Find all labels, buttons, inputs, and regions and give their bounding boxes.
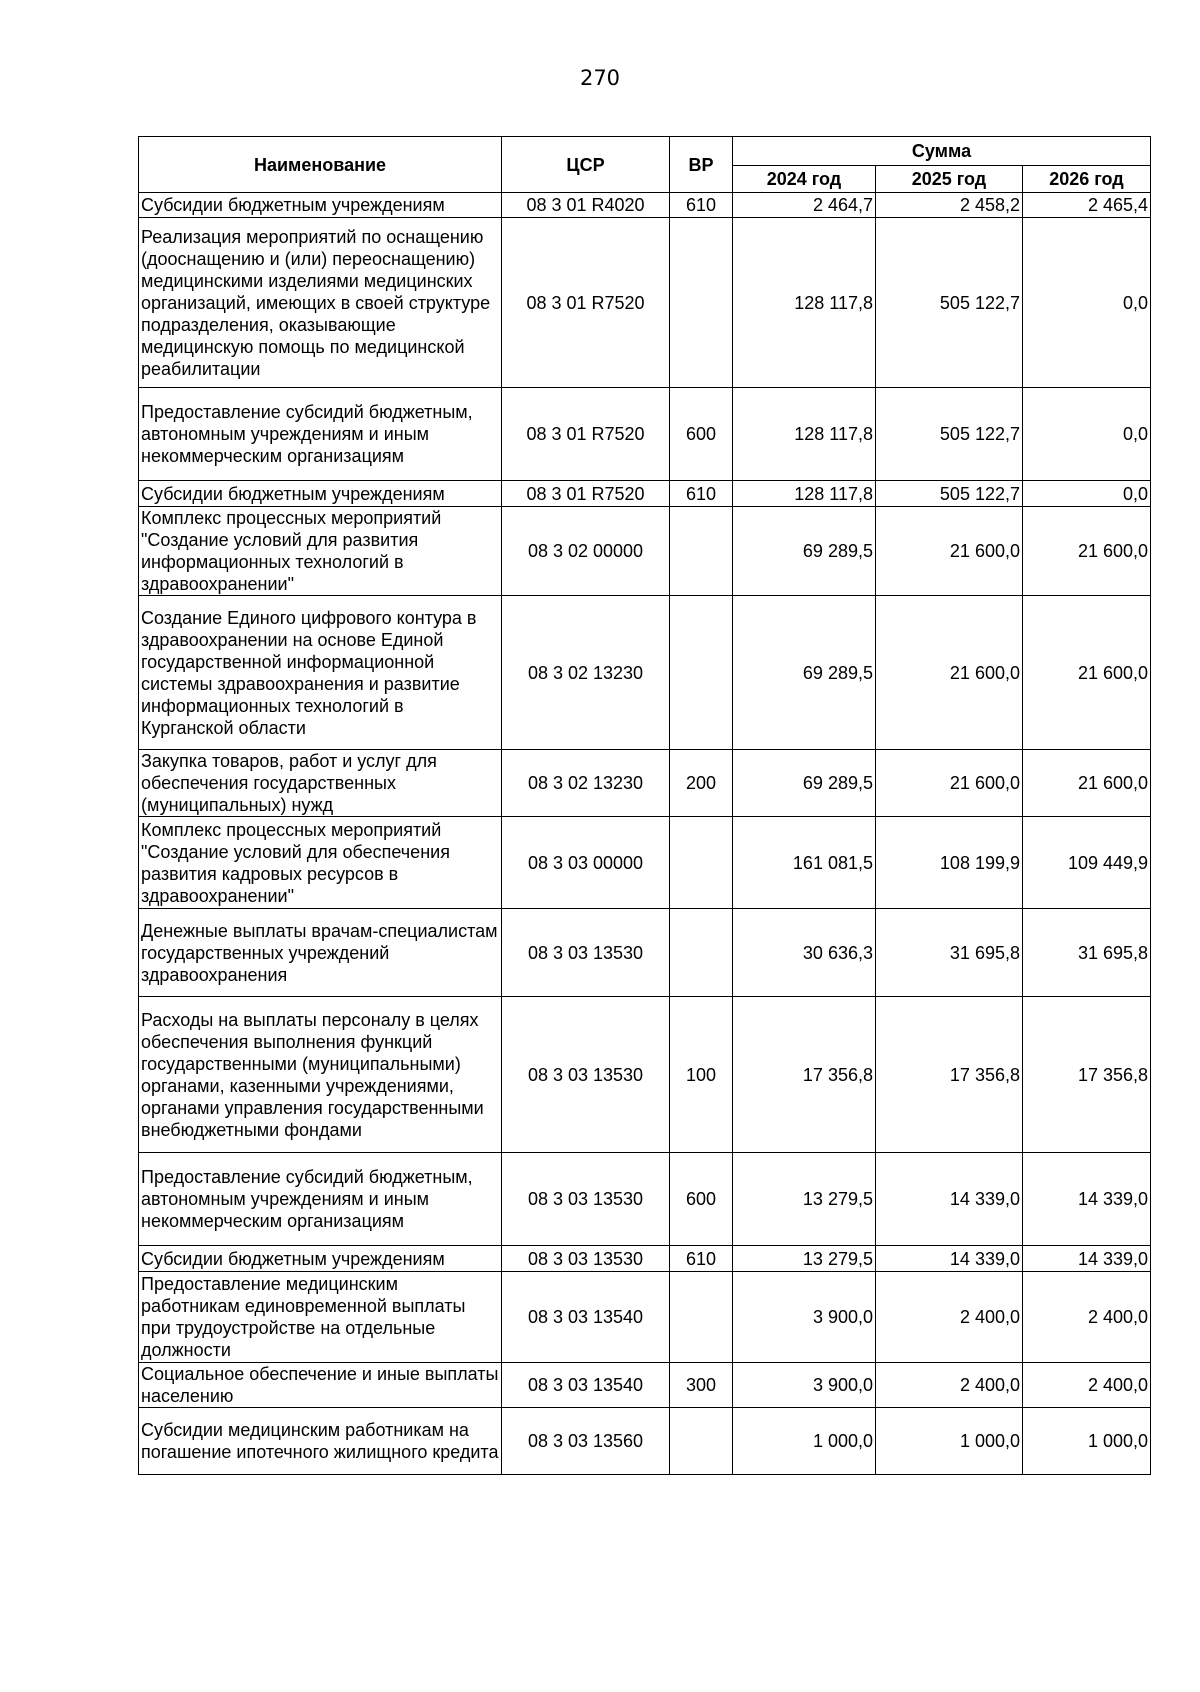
- cell-csr: 08 3 02 00000: [502, 507, 670, 596]
- table-row: [139, 193, 1151, 218]
- cell-csr: 08 3 02 13230: [502, 596, 670, 750]
- cell-name: Создание Единого цифрового контура в здравоохранении на основе Единой государственной информационной системы здравоохранения и развитие информационных технологий в Курганской области: [139, 596, 502, 750]
- cell-name: Расходы на выплаты персоналу в целях обеспечения выполнения функций государственными (муниципальными) органами, казенными учреждениями, органами управления государственными внебюджетными фондами: [139, 997, 502, 1153]
- cell-vr: [670, 909, 733, 997]
- cell-vr: 610: [670, 1246, 733, 1272]
- cell-csr: 08 3 01 R7520: [502, 388, 670, 481]
- table-row: [139, 1363, 1151, 1408]
- cell-csr: 08 3 03 00000: [502, 817, 670, 909]
- cell-year-2024: 161 081,5: [733, 817, 876, 909]
- cell-vr: [670, 817, 733, 909]
- cell-vr: [670, 596, 733, 750]
- cell-name: Реализация мероприятий по оснащению (дооснащению и (или) переоснащению) медицинскими изделиями медицинских организаций, имеющих в своей структуре подразделения, оказывающие медицинскую помощь по медицинской реабилитации: [139, 218, 502, 388]
- cell-year-2024: 69 289,5: [733, 750, 876, 817]
- cell-year-2025: 21 600,0: [876, 750, 1023, 817]
- table-row: [139, 750, 1151, 817]
- table-header-row: [139, 137, 1151, 166]
- header-vr: ВР: [670, 137, 733, 193]
- cell-year-2024: 128 117,8: [733, 481, 876, 507]
- cell-csr: 08 3 01 R7520: [502, 481, 670, 507]
- cell-csr: 08 3 03 13540: [502, 1272, 670, 1363]
- cell-name: Комплекс процессных мероприятий "Создание условий для обеспечения развития кадровых ресурсов в здравоохранении": [139, 817, 502, 909]
- cell-name: Денежные выплаты врачам-специалистам государственных учреждений здравоохранения: [139, 909, 502, 997]
- page-number: 270: [579, 66, 621, 90]
- header-sum: Сумма: [733, 137, 1151, 166]
- cell-vr: 300: [670, 1363, 733, 1408]
- cell-year-2025: 14 339,0: [876, 1153, 1023, 1246]
- cell-year-2025: 21 600,0: [876, 596, 1023, 750]
- cell-csr: 08 3 02 13230: [502, 750, 670, 817]
- cell-name: Социальное обеспечение и иные выплаты населению: [139, 1363, 502, 1408]
- table-row: [139, 388, 1151, 481]
- cell-year-2024: 69 289,5: [733, 596, 876, 750]
- cell-name: Субсидии медицинским работникам на погашение ипотечного жилищного кредита: [139, 1408, 502, 1475]
- header-year-2024: 2024 год: [733, 166, 876, 193]
- cell-vr: 610: [670, 193, 733, 218]
- cell-year-2025: 505 122,7: [876, 218, 1023, 388]
- cell-year-2025: 17 356,8: [876, 997, 1023, 1153]
- cell-year-2026: 21 600,0: [1023, 507, 1151, 596]
- cell-year-2026: 0,0: [1023, 388, 1151, 481]
- cell-name: Закупка товаров, работ и услуг для обеспечения государственных (муниципальных) нужд: [139, 750, 502, 817]
- cell-year-2024: 30 636,3: [733, 909, 876, 997]
- cell-year-2026: 109 449,9: [1023, 817, 1151, 909]
- cell-name: Субсидии бюджетным учреждениям: [139, 481, 502, 507]
- cell-year-2025: 1 000,0: [876, 1408, 1023, 1475]
- cell-year-2024: 13 279,5: [733, 1153, 876, 1246]
- cell-year-2024: 1 000,0: [733, 1408, 876, 1475]
- budget-table: [138, 136, 1151, 1475]
- cell-year-2024: 3 900,0: [733, 1272, 876, 1363]
- cell-name: Предоставление медицинским работникам единовременной выплаты при трудоустройстве на отдельные должности: [139, 1272, 502, 1363]
- cell-year-2025: 2 400,0: [876, 1272, 1023, 1363]
- cell-year-2025: 505 122,7: [876, 481, 1023, 507]
- cell-year-2026: 21 600,0: [1023, 750, 1151, 817]
- cell-year-2025: 31 695,8: [876, 909, 1023, 997]
- cell-year-2025: 14 339,0: [876, 1246, 1023, 1272]
- table-row: [139, 1272, 1151, 1363]
- cell-vr: [670, 1272, 733, 1363]
- cell-year-2024: 3 900,0: [733, 1363, 876, 1408]
- cell-vr: 610: [670, 481, 733, 507]
- table-row: [139, 1408, 1151, 1475]
- cell-vr: 600: [670, 388, 733, 481]
- cell-year-2026: 2 465,4: [1023, 193, 1151, 218]
- cell-vr: [670, 218, 733, 388]
- table-row: [139, 481, 1151, 507]
- cell-csr: 08 3 03 13530: [502, 997, 670, 1153]
- cell-year-2026: 2 400,0: [1023, 1363, 1151, 1408]
- cell-vr: 100: [670, 997, 733, 1153]
- cell-year-2026: 2 400,0: [1023, 1272, 1151, 1363]
- cell-name: Предоставление субсидий бюджетным, автономным учреждениям и иным некоммерческим организациям: [139, 1153, 502, 1246]
- cell-year-2026: 14 339,0: [1023, 1153, 1151, 1246]
- table-row: [139, 596, 1151, 750]
- header-year-2026: 2026 год: [1023, 166, 1151, 193]
- cell-year-2025: 2 400,0: [876, 1363, 1023, 1408]
- cell-year-2025: 2 458,2: [876, 193, 1023, 218]
- cell-year-2026: 17 356,8: [1023, 997, 1151, 1153]
- cell-name: Комплекс процессных мероприятий "Создание условий для развития информационных технологий в здравоохранении": [139, 507, 502, 596]
- header-name: Наименование: [139, 137, 502, 193]
- header-csr: ЦСР: [502, 137, 670, 193]
- cell-vr: [670, 1408, 733, 1475]
- cell-year-2024: 2 464,7: [733, 193, 876, 218]
- cell-csr: 08 3 03 13540: [502, 1363, 670, 1408]
- cell-csr: 08 3 03 13560: [502, 1408, 670, 1475]
- table-row: [139, 218, 1151, 388]
- cell-year-2024: 69 289,5: [733, 507, 876, 596]
- table-row: [139, 997, 1151, 1153]
- cell-year-2026: 0,0: [1023, 218, 1151, 388]
- cell-year-2026: 1 000,0: [1023, 1408, 1151, 1475]
- cell-csr: 08 3 03 13530: [502, 1153, 670, 1246]
- cell-year-2026: 31 695,8: [1023, 909, 1151, 997]
- cell-year-2024: 128 117,8: [733, 218, 876, 388]
- table-row: [139, 1246, 1151, 1272]
- cell-year-2025: 21 600,0: [876, 507, 1023, 596]
- table-body: [139, 193, 1151, 1475]
- cell-year-2026: 0,0: [1023, 481, 1151, 507]
- cell-name: Субсидии бюджетным учреждениям: [139, 1246, 502, 1272]
- cell-csr: 08 3 03 13530: [502, 1246, 670, 1272]
- cell-csr: 08 3 01 R7520: [502, 218, 670, 388]
- cell-name: Субсидии бюджетным учреждениям: [139, 193, 502, 218]
- cell-vr: [670, 507, 733, 596]
- cell-year-2026: 21 600,0: [1023, 596, 1151, 750]
- table-row: [139, 909, 1151, 997]
- table-row: [139, 507, 1151, 596]
- cell-year-2025: 108 199,9: [876, 817, 1023, 909]
- cell-year-2024: 128 117,8: [733, 388, 876, 481]
- cell-year-2024: 13 279,5: [733, 1246, 876, 1272]
- cell-vr: 600: [670, 1153, 733, 1246]
- cell-name: Предоставление субсидий бюджетным, автономным учреждениям и иным некоммерческим организациям: [139, 388, 502, 481]
- cell-csr: 08 3 01 R4020: [502, 193, 670, 218]
- header-year-2025: 2025 год: [876, 166, 1023, 193]
- table-row: [139, 817, 1151, 909]
- cell-year-2024: 17 356,8: [733, 997, 876, 1153]
- cell-csr: 08 3 03 13530: [502, 909, 670, 997]
- cell-vr: 200: [670, 750, 733, 817]
- cell-year-2025: 505 122,7: [876, 388, 1023, 481]
- table-row: [139, 1153, 1151, 1246]
- cell-year-2026: 14 339,0: [1023, 1246, 1151, 1272]
